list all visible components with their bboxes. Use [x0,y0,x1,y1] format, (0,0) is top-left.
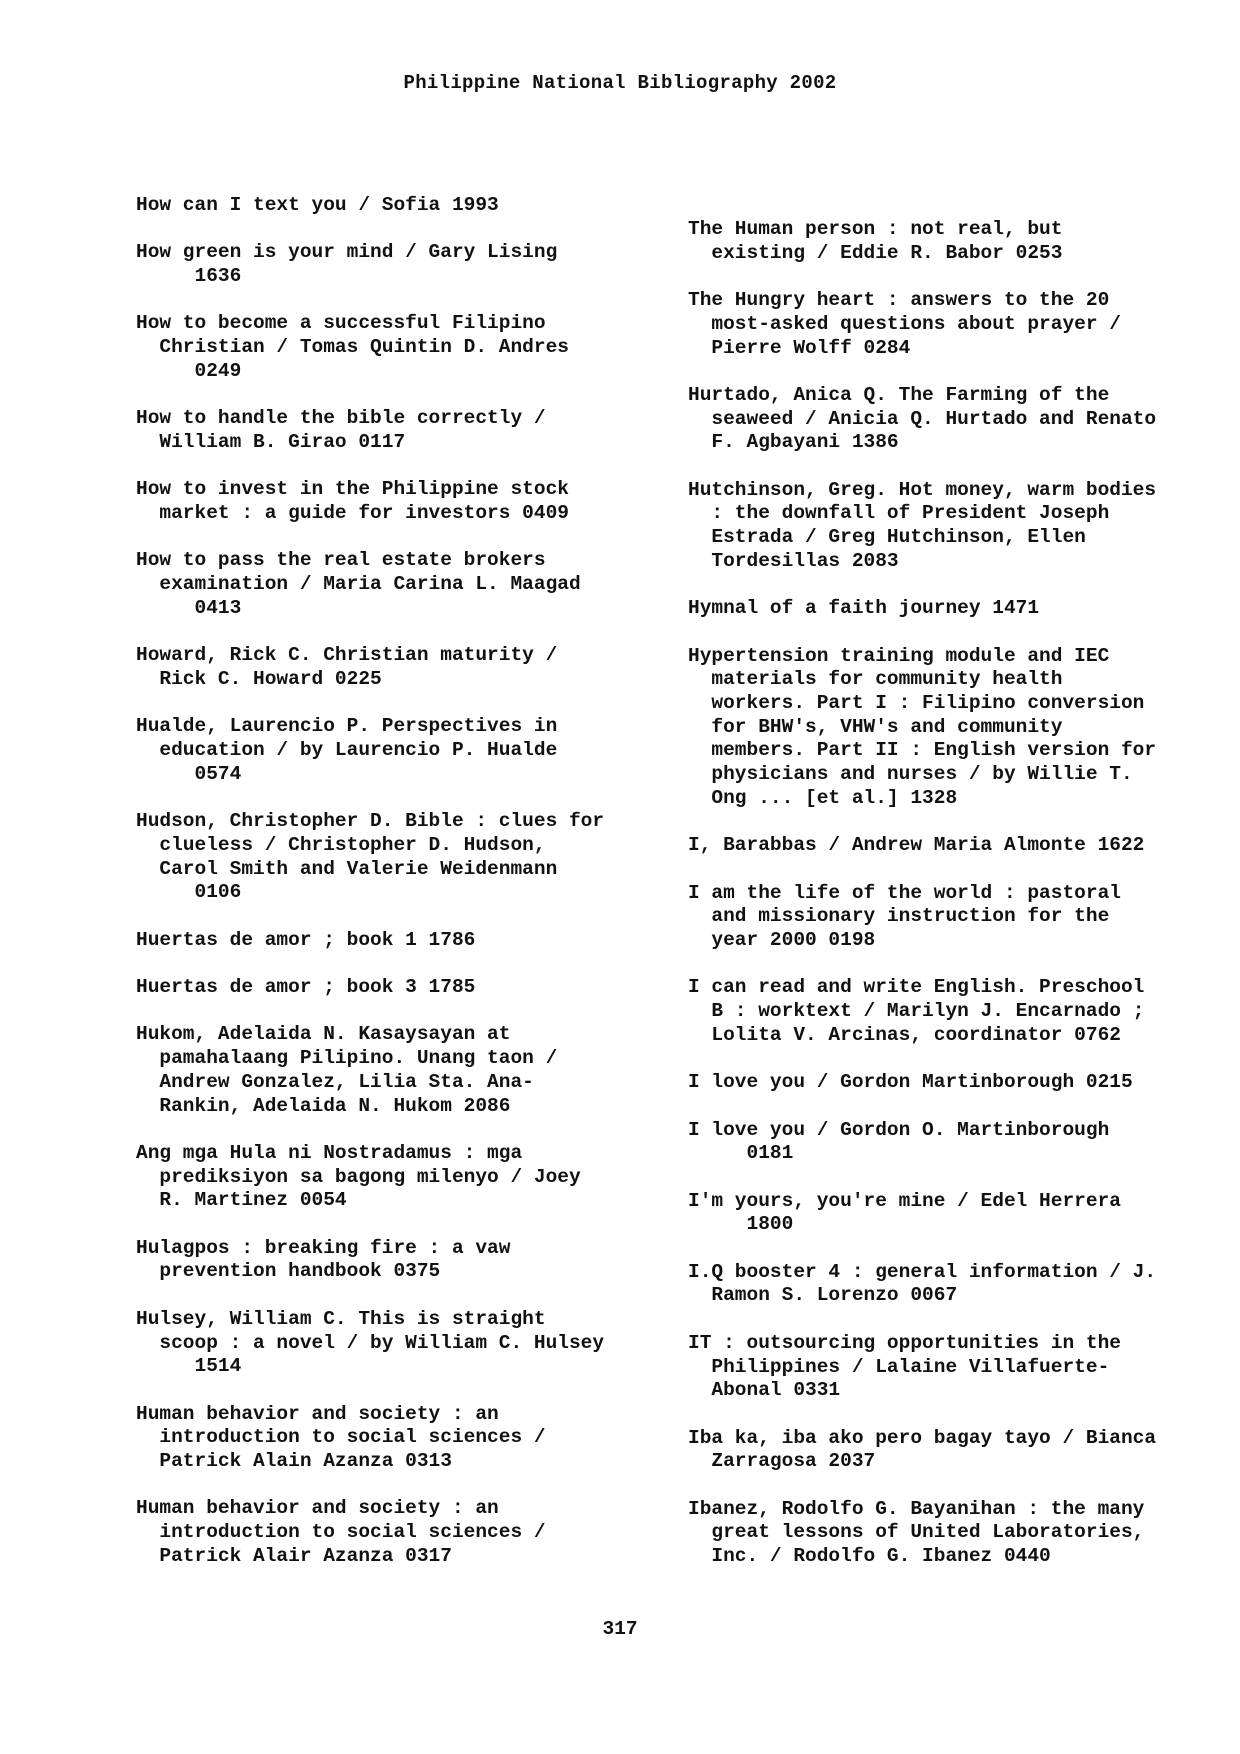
bibliography-entry: Howard, Rick C. Christian maturity / Rick C. Howard 0225 [136,644,558,690]
bibliography-entry: Hulagpos : breaking fire : a vaw prevention handbook 0375 [136,1236,511,1283]
right-column [688,218,1208,1593]
bibliography-entry: I, Barabbas / Andrew Maria Almonte 1622 [688,834,1145,857]
bibliography-entry: I am the life of the world : pastoral and missionary instruction for the year 2000 0198 [688,881,1121,951]
bibliography-entry: Ang mga Hula ni Nostradamus : mga prediksiyon sa bagong milenyo / Joey R. Martinez 0054 [136,1141,581,1212]
bibliography-entry: Ibanez, Rodolfo G. Bayanihan : the many great lessons of United Laboratories, Inc. / Rodolfo G. Ibanez 0440 [688,1497,1145,1568]
bibliography-entry: Hypertension training module and IEC materials for community health workers. Part I : Filipino conversion for BHW's, VHW's and community members. Part II : English version for physicians and nurses / by Willie T. Ong ... [et al.] 1328 [688,644,1157,809]
bibliography-entry: I.Q booster 4 : general information / J. Ramon S. Lorenzo 0067 [688,1260,1157,1307]
bibliography-entry: Hurtado, Anica Q. The Farming of the seaweed / Anicia Q. Hurtado and Renato F. Agbayani 1386 [688,383,1157,454]
bibliography-entry: How can I text you / Sofia 1993 [136,194,499,216]
bibliography-entry: I love you / Gordon Martinborough 0215 [688,1071,1133,1094]
bibliography-entry: How to invest in the Philippine stock market : a guide for investors 0409 [136,478,569,525]
bibliography-entry: Huertas de amor ; book 3 1785 [136,976,476,999]
bibliography-entry: Hudson, Christopher D. Bible : clues for clueless / Christopher D. Hudson, Carol Smith and Valerie Weidenmann 0106 [136,810,605,904]
bibliography-entry: Hulsey, William C. This is straight scoop : a novel / by William C. Hulsey 1514 [136,1307,605,1378]
bibliography-entry: I love you / Gordon O. Martinborough 0181 [688,1118,1110,1165]
bibliography-entry: The Human person : not real, but existing / Eddie R. Babor 0253 [688,218,1063,264]
bibliography-entry: Huertas de amor ; book 1 1786 [136,928,476,951]
bibliography-entry: I can read and write English. Preschool B : worktext / Marilyn J. Encarnado ; Lolita V. Arcinas, coordinator 0762 [688,976,1145,1046]
bibliography-entry: How to handle the bible correctly / William B. Girao 0117 [136,407,546,453]
bibliography-entry: I'm yours, you're mine / Edel Herrera 1800 [688,1189,1121,1236]
bibliography-entry: How green is your mind / Gary Lising 1636 [136,241,558,288]
bibliography-entry: Iba ka, iba ako pero bagay tayo / Bianca Zarragosa 2037 [688,1426,1157,1473]
bibliography-entry: Hualde, Laurencio P. Perspectives in education / by Laurencio P. Hualde 0574 [136,715,558,785]
bibliography-entry: IT : outsourcing opportunities in the Philippines / Lalaine Villafuerte- Abonal 0331 [688,1331,1121,1402]
bibliography-entry: How to become a successful Filipino Christian / Tomas Quintin D. Andres 0249 [136,312,569,382]
bibliography-entry: The Hungry heart : answers to the 20 most-asked questions about prayer / Pierre Wolff 0284 [688,289,1121,359]
bibliography-entry: Hymnal of a faith journey 1471 [688,597,1040,620]
page-header: Philippine National Bibliography 2002 [403,72,837,94]
bibliography-entry: Human behavior and society : an introduction to social sciences / Patrick Alair Azanza 0317 [136,1497,546,1567]
bibliography-entry: Hukom, Adelaida N. Kasaysayan at pamahalaang Pilipino. Unang taon / Andrew Gonzalez, Lilia Sta. Ana- Rankin, Adelaida N. Hukom 2086 [136,1023,558,1117]
left-column [136,194,656,1592]
bibliography-entry: How to pass the real estate brokers examination / Maria Carina L. Maagad 0413 [136,549,581,619]
bibliography-entry: Hutchinson, Greg. Hot money, warm bodies : the downfall of President Joseph Estrada / Greg Hutchinson, Ellen Tordesillas 2083 [688,478,1157,572]
bibliography-entry: Human behavior and society : an introduction to social sciences / Patrick Alain Azanza 0313 [136,1402,546,1473]
page-number: 317 [602,1618,638,1640]
